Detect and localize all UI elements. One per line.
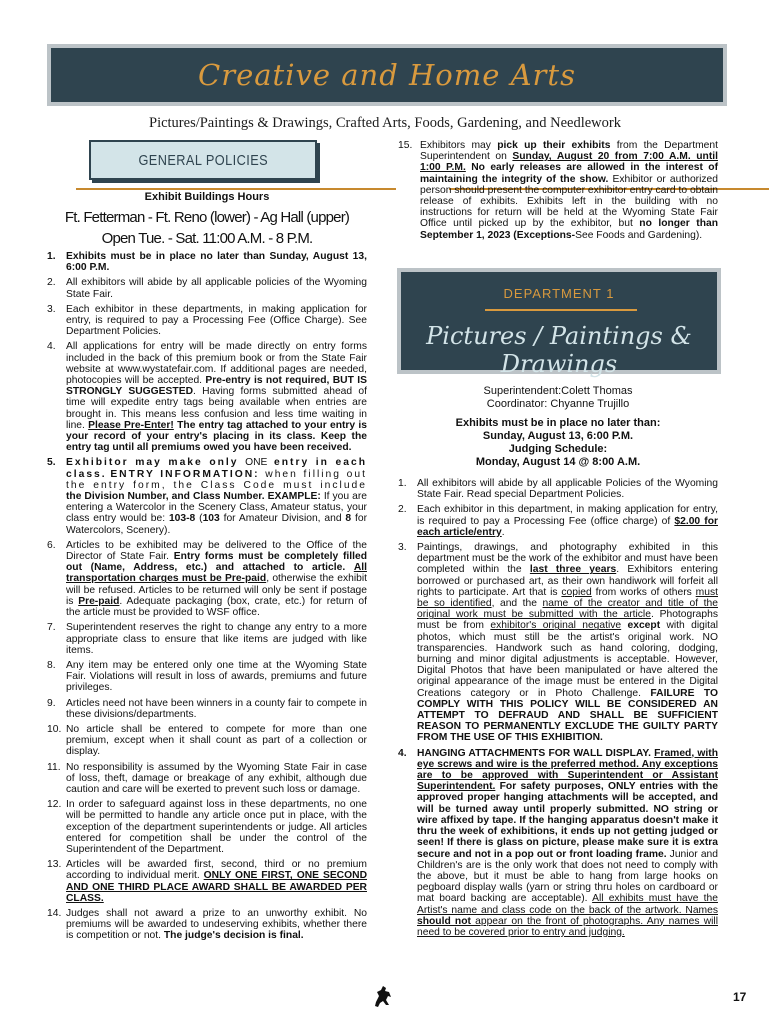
bucking-horse-logo-icon <box>372 982 394 1008</box>
department-info <box>398 385 718 469</box>
department-rule <box>485 309 637 311</box>
exhibit-hours-title: Exhibit Buildings Hours <box>144 191 270 203</box>
policy-item: 13. Articles will be awarded first, second, third or no premium according to individual merit. ONLY ONE FIRST, ONE SECOND AND ONE THIRD PLACE AWARD SHALL BE AWARDED PER CLASS. <box>47 859 368 904</box>
left-column <box>47 140 367 946</box>
policy-item: 5. Exhibitor may make only ONE entry in each class. ENTRY INFORMATION: when filling out the entry form, the Class Code must include the Division Number, and Class Number. EXAMPLE: If you are entering a Watercolor in the Scenery Class, Amateur status, your class entry would be: 103-8 (103 for Amateur Division, and 8 for Watercolors, Scenery). <box>47 457 367 536</box>
banner-title: Creative and Home Arts <box>198 58 576 92</box>
policy-item: 8. Any item may be entered only one time at the Wyoming State Fair. Violations will result in loss of awards, premiums and future privileges. <box>47 659 367 694</box>
right-column <box>398 140 718 245</box>
exhibit-locations: Ft. Fetterman - Ft. Reno (lower) - Ag Hall (upper) <box>64 209 350 226</box>
policy-item: 9. Articles need not have been winners in a county fair to compete in these divisions/departments. <box>47 697 367 720</box>
dept-rule-item: 4. HANGING ATTACHMENTS FOR WALL DISPLAY. Framed, with eye screws and wire is the preferred method. Any exceptions are to be approved with Superintendent or Assistant Superintendent. For safety purposes, ONLY entries with the approved proper hanging attachments will be accepted, and will be turned away until properly submitted. NO string or wire affixed by tape. If the hanging apparatus doesn't make it thru the week of exhibitions, it ends up not getting judged or seen! If there is glass on picture, please make sure it is extra secure and not in a pop out or front loading frame. Junior and Children's are is the only work that does not need to comply with the above, but it must be able to hang from large hooks on pegboard display walls (yarn or string thru holes on cardboard or mat board backing are acceptable). All exhibits must have the Artist's name and class code on the back of the artwork. Names should not appear on the front of photographs. Any names will need to be covered prior to entry and judging. <box>398 747 718 938</box>
department-banner <box>397 268 721 378</box>
dept-rule-item: 1. All exhibitors will abide by all applicable Policies of the Wyoming State Fair. Read special Department Policies. <box>398 478 718 501</box>
policy-item: 7. Superintendent reserves the right to change any entry to a more appropriate class to ensure that like items are judged with like items. <box>47 622 367 656</box>
policy-item: 2. All exhibitors will abide by all applicable policies of the Wyoming State Fair. <box>47 277 367 300</box>
policy-item: 15. Exhibitors may pick up their exhibits from the Department Superintendent on Sunday, August 20 from 7:00 A.M. until 1:00 P.M. No early releases are allowed in the interest of maintaining the integrity of the show. Exhibitor or authorized person should present the computer exhibitor entry card to obtain release of exhibits. Exhibits left in the building with no instructions for return will be held at the Wyoming State Fair Office until picked up by the exhibitor, but no longer than September 1, 2023 (Exceptions-See Foods and Gardening). <box>398 140 719 241</box>
page-number: 17 <box>733 990 747 1004</box>
policy-item: 1. Exhibits must be in place no later than Sunday, August 13, 6:00 P.M. <box>47 251 367 274</box>
general-policies-list-continued <box>398 140 718 241</box>
section-banner <box>47 44 727 106</box>
place-deadline-date: Sunday, August 13, 6:00 P.M. <box>482 430 634 442</box>
policy-item: 6. Articles to be exhibited may be delivered to the Office of the Director of State Fair. Entry forms must be completely filled out (Name, Address, etc.) and attached to article. All transportation charges must be Pre-paid, otherwise the exhibit will be refused. Articles to be returned will only be sent if postage is Pre-paid. Adequate packaging (box, crate, etc.) for return of the article must be provided to WSF office. <box>47 539 368 619</box>
policy-item: 11. No responsibility is assumed by the Wyoming State Fair in case of loss, theft, damage or breakage of any exhibit, although due caution and care will be exerted to prevent such loss or damage. <box>47 761 367 795</box>
judging-title: Judging Schedule: <box>508 443 608 455</box>
policy-item: 4. All applications for entry will be made directly on entry forms included in the back of this premium book or from the State Fair website at www.wystatefair.com. If additional pages are needed, photocopies will be accepted. Pre-entry is not required, BUT IS STRONGLY SUGGESTED. Having forms submitted ahead of time will expedite entry tags being available when entries are brought in. This means less confusion and less time waiting in line. Please Pre-Enter! The entry tag attached to your entry is your record of your entry's placing in its class. Keep the entry tag until all premiums owed you have been received. <box>47 341 368 454</box>
general-policies-list <box>47 251 367 942</box>
exhibit-hours: Open Tue. - Sat. 11:00 A.M. - 8 P.M. <box>101 230 313 247</box>
superintendent: Superintendent:Colett Thomas <box>483 385 633 397</box>
department-rules-list <box>398 478 718 938</box>
policy-item: 10. No article shall be entered to compete for more than one premium, except when it shall count as part of a collection or display. <box>47 723 367 758</box>
department-rules-column <box>398 478 718 942</box>
dept-rule-item: 3. Paintings, drawings, and photography exhibited in this department must be the work of the exhibitor and must have been completed within the last three years. Exhibitors entering borrowed or purchased art, as their own handiwork will forfeit all rights to participate. Art that is copied from works of others must be so identified, and the name of the creator and title of the original work must be submitted with the article. Photographs must be from exhibitor's original negative except with digital photos, which must still be the artist's original work. NO transparencies. Handwork such as hand coloring, dodging, burning and minor digital adjustments is acceptable. However, Digital Photos that have been manipulated or have altered the original appearance of the image must be entered in the Digital Creations category or in Photo Challenge. FAILURE TO COMPLY WITH THIS POLICY WILL BE CONSIDERED AN ATTEMPT TO DEFRAUD AND SHALL BE SUFFICIENT REASON TO PERMANENTLY EXCLUDE THE GUILTY PARTY FROM THE USE OF THIS EXHIBITION. <box>398 542 718 744</box>
policy-item: 14. Judges shall not award a prize to an unworthy exhibit. No premiums will be awarded to undeserving exhibits, whether there is competition or not. The judge's decision is final. <box>47 907 367 942</box>
judging-date: Monday, August 14 @ 8:00 A.M. <box>475 456 641 468</box>
place-deadline-title: Exhibits must be in place no later than: <box>455 417 661 429</box>
general-policies-heading-box <box>89 140 317 180</box>
banner-panel <box>51 48 723 102</box>
department-title: Pictures / Paintings & Drawings <box>426 322 692 378</box>
general-policies-heading: GENERAL POLICIES <box>138 151 268 169</box>
dept-rule-item: 2. Each exhibitor in this department, in making application for entry, is required to pay a Processing Fee (office charge) of $2.00 for each article/entry. <box>398 504 718 538</box>
department-banner-panel <box>401 272 717 378</box>
department-label: DEPARTMENT 1 <box>503 286 615 301</box>
page-subtitle: Pictures/Paintings & Drawings, Crafted Arts, Foods, Gardening, and Needlework <box>149 115 621 131</box>
coordinator: Coordinator: Chyanne Trujillo <box>486 398 630 410</box>
policy-item: 12. In order to safeguard against loss in these departments, no one will be permitted to handle any article once put in place, with the exception of the department superintendents or judge. All articles entered for competition shall be under the control of the Superintendent of the Department. <box>47 799 367 855</box>
policy-item: 3. Each exhibitor in these departments, in making application for entry, is required to pay a Processing Fee (Office Charge). See Department Policies. <box>47 303 367 338</box>
